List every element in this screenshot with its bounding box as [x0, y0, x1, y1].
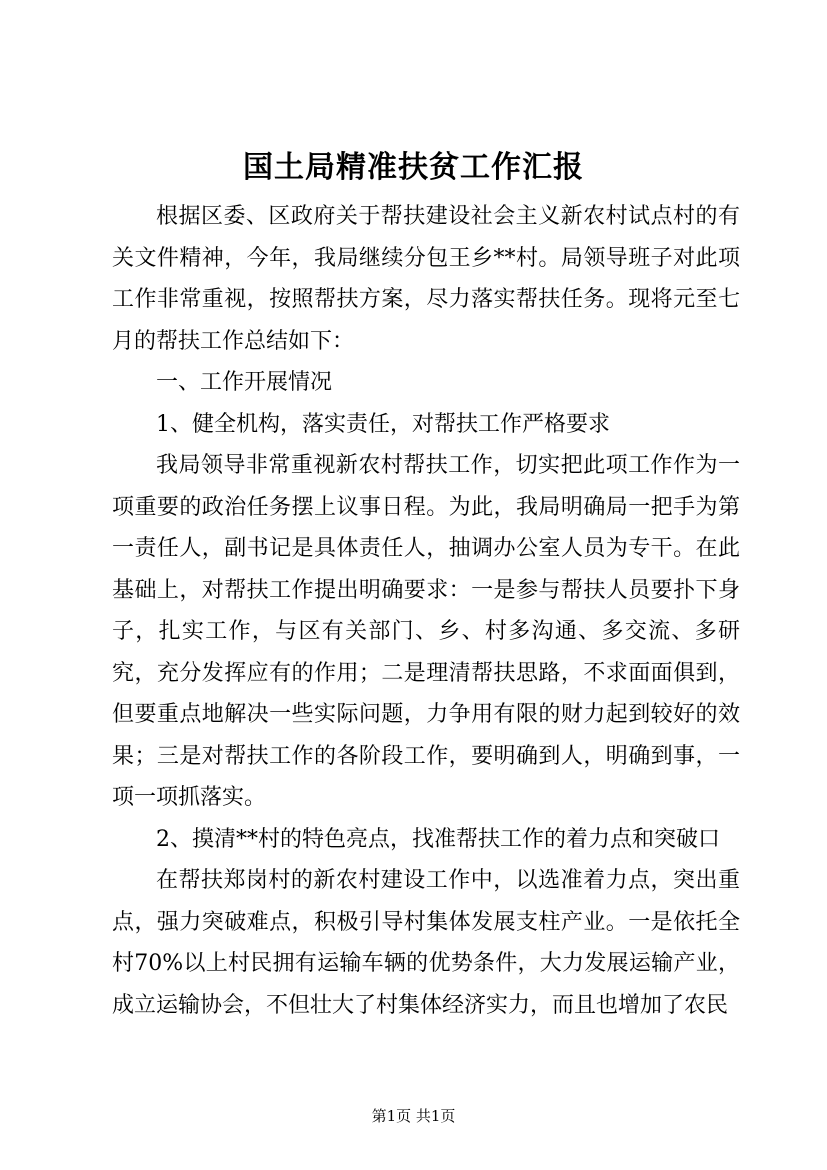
section-heading-work-status: 一、工作开展情况	[156, 370, 333, 395]
document-title: 国土局精准扶贫工作汇报	[243, 150, 584, 185]
paragraph-organization: 我局领导非常重视新农村帮扶工作，切实把此项工作作为一项重要的政治任务摆上议事日程。为此，我局明确局一把手为第一责任人，副书记是具体责任人，抽调办公室人员为专干。在此基础上，对帮扶工作提出明确要求：一是参与帮扶人员要扑下身子，扎实工作，与区有关部门、乡、村多沟通、多交流、多研究，充分发挥应有的作用；二是理清帮扶思路，不求面面俱到，但要重点地解决一些实际问题，力争用有限的财力起到较好的效果；三是对帮扶工作的各阶段工作，要明确到人，明确到事，一项一项抓落实。	[112, 453, 740, 810]
document-body	[112, 196, 740, 1026]
subheading-village-features: 2、摸清**村的特色亮点，找准帮扶工作的着力点和突破口	[156, 826, 720, 852]
subheading-organization: 1、健全机构，落实责任，对帮扶工作严格要求	[156, 411, 610, 437]
page-footer: 第1页 共1页	[371, 1107, 456, 1125]
paragraph-village-features: 在帮扶郑岗村的新农村建设工作中，以选准着力点，突出重点，强力突破难点，积极引导村集体发展支柱产业。一是依托全村70%以上村民拥有运输车辆的优势条件，大力发展运输产业，成立运输协会，不但壮大了村集体经济实力，而且也增加了农民	[112, 868, 740, 1018]
paragraph-intro: 根据区委、区政府关于帮扶建设社会主义新农村试点村的有关文件精神，今年，我局继续分包王乡**村。局领导班子对此项工作非常重视，按照帮扶方案，尽力落实帮扶任务。现将元至七月的帮扶工作总结如下：	[112, 204, 740, 354]
